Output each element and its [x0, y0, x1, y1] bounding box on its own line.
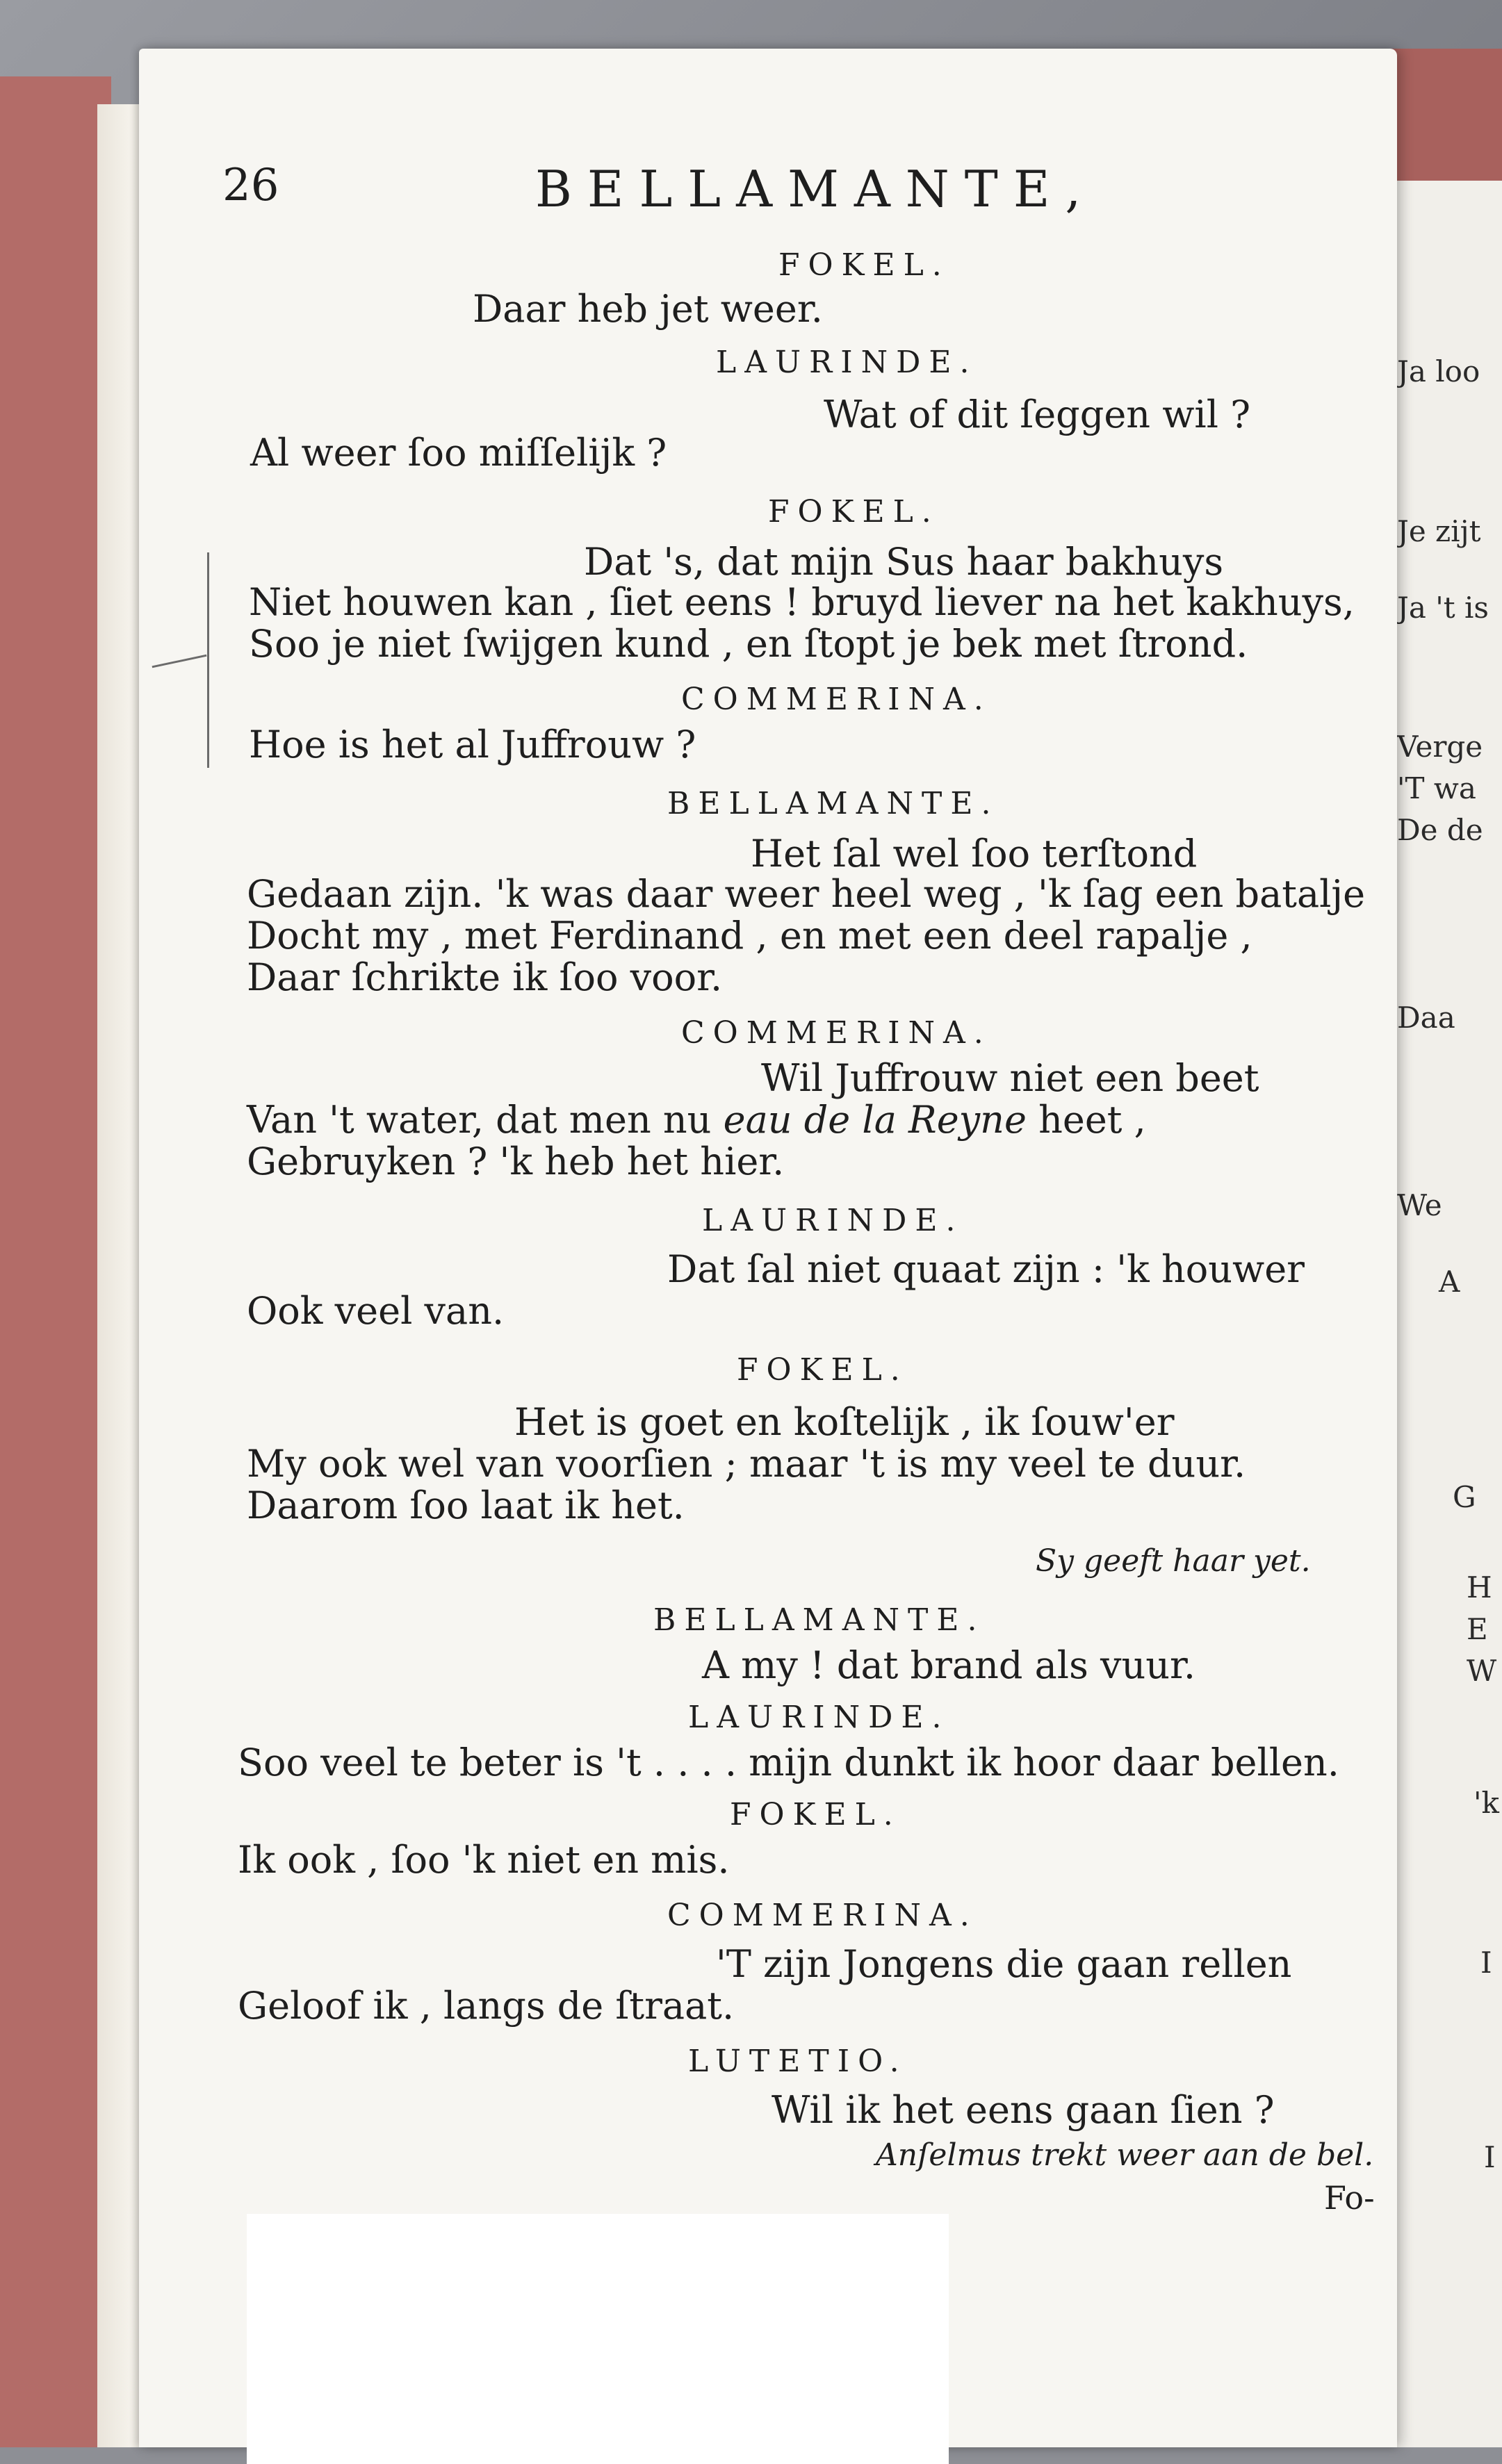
- facing-page-fragment: H: [1467, 1570, 1492, 1604]
- book-cover-left: [0, 76, 111, 2447]
- speaker-name: FOKEL.: [730, 1797, 901, 1832]
- verse-line: A my ! dat brand als vuur.: [702, 1643, 1196, 1687]
- speaker-name: LAURINDE.: [716, 345, 978, 380]
- speaker-name: LAURINDE.: [688, 1700, 950, 1735]
- verse-line: Al weer ſoo miſſelijk ?: [250, 431, 667, 475]
- verse-line: Wil Juffrouw niet een beet: [761, 1056, 1259, 1100]
- facing-page-fragment: Je zijt: [1397, 514, 1481, 548]
- speaker-name: LAURINDE.: [702, 1203, 964, 1238]
- stage-direction: Sy geeft haar yet.: [1036, 1543, 1311, 1579]
- redaction-box: [247, 2214, 949, 2464]
- verse-line: Het ſal wel ſoo terſtond: [751, 832, 1198, 876]
- facing-page-fragment: Verge: [1397, 730, 1483, 764]
- running-head: BELLAMANTE,: [535, 160, 1097, 218]
- verse-line: Daar ſchrikte ik ſoo voor.: [247, 955, 723, 999]
- facing-page-fragment: Ja loo: [1397, 354, 1480, 388]
- facing-page-fragment: De de: [1397, 813, 1483, 847]
- facing-page-fragment: I: [1480, 1946, 1492, 1980]
- verse-line: Daarom ſoo laat ik het.: [247, 1484, 685, 1527]
- verse-line: 'T zijn Jongens die gaan rellen: [716, 1942, 1292, 1986]
- facing-page-fragment: 'T wa: [1397, 771, 1476, 805]
- speaker-name: LUTETIO.: [688, 2044, 908, 2079]
- speaker-name: BELLAMANTE.: [667, 786, 999, 821]
- facing-page-fragment: E: [1467, 1612, 1488, 1646]
- facing-page-fragment: Daa: [1397, 1001, 1455, 1035]
- verse-line: Soo je niet ſwijgen kund , en ſtopt je bek met ſtrond.: [249, 622, 1248, 666]
- speaker-name: BELLAMANTE.: [653, 1602, 986, 1638]
- verse-line: Het is goet en koſtelijk , ik ſouw'er: [514, 1400, 1175, 1444]
- facing-page-fragment: G: [1453, 1480, 1476, 1514]
- verse-line: Gedaan zijn. 'k was daar weer heel weg , 'k ſag een batalje: [247, 872, 1366, 916]
- margin-arrow-mark: [152, 655, 207, 668]
- facing-page-fragment: I: [1484, 2140, 1496, 2174]
- verse-line: Dat 's, dat mijn Sus haar bakhuys: [584, 540, 1224, 584]
- speaker-name: FOKEL.: [768, 494, 940, 529]
- facing-page-fragment: A: [1439, 1265, 1460, 1299]
- verse-line: Wat of dit ſeggen wil ?: [824, 393, 1251, 436]
- margin-bracket-mark: [207, 552, 218, 768]
- catchword: Fo-: [1324, 2179, 1375, 2217]
- speaker-name: COMMERINA.: [667, 1898, 978, 1933]
- speaker-name: FOKEL.: [737, 1352, 908, 1388]
- facing-page-fragment: W: [1467, 1654, 1497, 1688]
- verse-line: Ook veel van.: [247, 1289, 505, 1333]
- facing-page: [1397, 181, 1502, 2447]
- verse-line: Ik ook , ſoo 'k niet en mis.: [238, 1838, 730, 1882]
- speaker-name: COMMERINA.: [681, 1015, 992, 1051]
- speaker-name: COMMERINA.: [681, 682, 992, 717]
- verse-line: Daar heb jet weer.: [473, 287, 823, 331]
- verse-line: My ook wel van voorſien ; maar 't is my veel te duur.: [247, 1442, 1246, 1486]
- verse-line: Geloof ik , langs de ſtraat.: [238, 1984, 735, 2028]
- verse-line: Wil ik het eens gaan ſien ?: [772, 2088, 1275, 2132]
- facing-page-fragment: We: [1397, 1188, 1442, 1222]
- verse-line: Van 't water, dat men nu eau de la Reyne heet ,: [247, 1098, 1146, 1142]
- verse-line: Hoe is het al Juffrouw ?: [249, 723, 696, 766]
- page-number: 26: [222, 160, 279, 211]
- facing-page-fragment: 'k: [1474, 1786, 1499, 1820]
- stage-direction: Anſelmus trekt weer aan de bel.: [876, 2137, 1374, 2173]
- speaker-name: FOKEL.: [778, 247, 950, 283]
- verse-line: Soo veel te beter is 't . . . . mijn dunkt ik hoor daar bellen.: [238, 1741, 1339, 1784]
- book-page: [139, 49, 1397, 2447]
- verse-line: Gebruyken ? 'k heb het hier.: [247, 1140, 785, 1183]
- verse-line: Niet houwen kan , ſiet eens ! bruyd liever na het kakhuys,: [249, 580, 1355, 624]
- verse-line: Dat ſal niet quaat zijn : 'k houwer: [667, 1247, 1305, 1291]
- verse-line: Docht my , met Ferdinand , en met een deel rapalje ,: [247, 914, 1252, 958]
- facing-page-fragment: Ja 't is: [1397, 591, 1489, 625]
